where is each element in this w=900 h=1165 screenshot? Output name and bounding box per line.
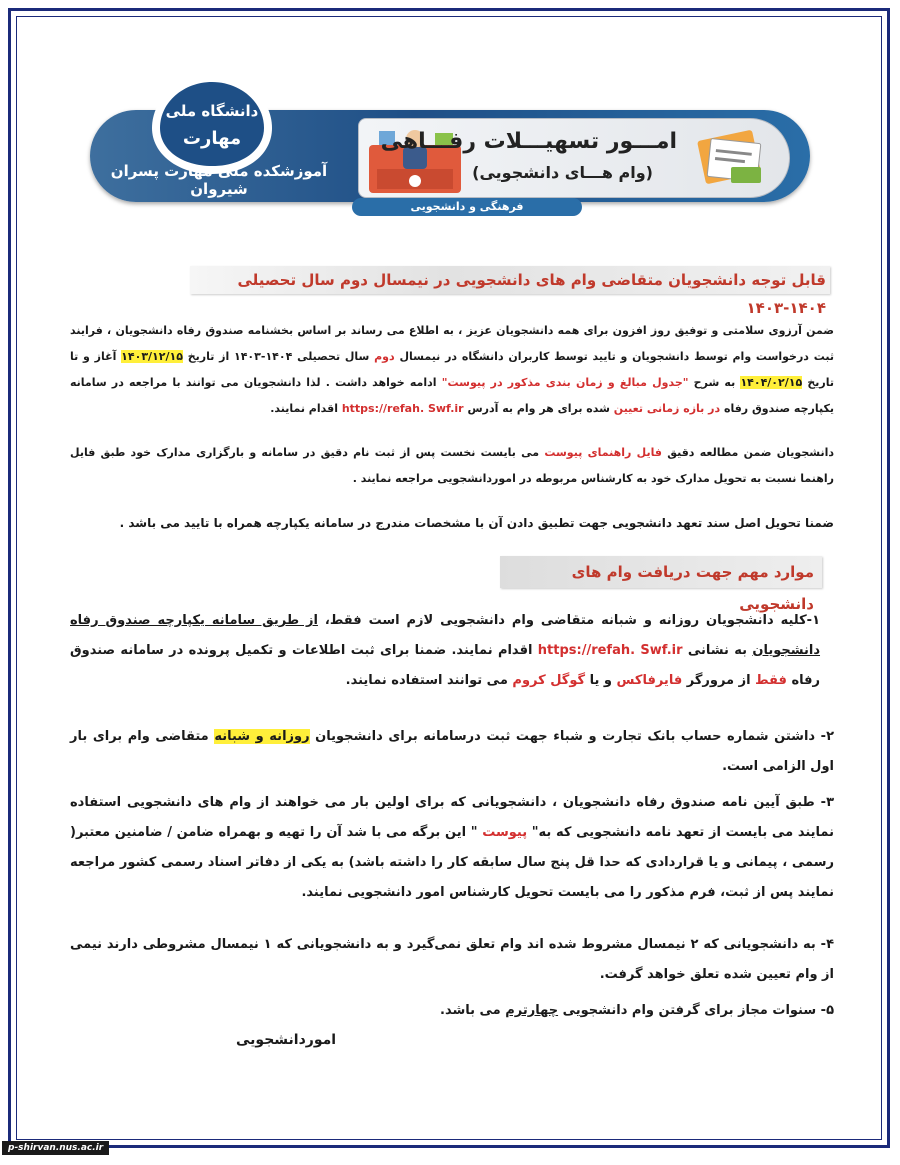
item-2-highlight: روزانه و شبانه xyxy=(214,729,310,744)
documents-money-icon xyxy=(691,127,775,191)
header-banner xyxy=(90,70,810,218)
item-5-terms: چهارترم xyxy=(505,1003,559,1018)
time-window: در بازه زمانی تعیین xyxy=(613,402,721,415)
banner-title: امـــور تسهیـــلات رفـــاهی xyxy=(380,129,677,154)
banner-panel xyxy=(358,118,790,198)
item-1 xyxy=(70,606,820,696)
item-1-url[interactable]: https://refah. Swf.ir xyxy=(537,643,683,658)
intro-paragraph-3: ضمنا تحویل اصل سند تعهد دانشجویی جهت تطبیق دادن آن با مشخصات مندرج در سامانه یکپارچه همراه با تایید می باشد . xyxy=(119,516,834,530)
item-1-b: به نشانی xyxy=(687,643,748,658)
item-3-attachment: پیوست xyxy=(482,825,528,840)
intro-p1-d: به شرح xyxy=(693,376,736,389)
logo-text-2: مهارت xyxy=(182,128,242,149)
logo-text-1: دانشگاه ملی xyxy=(165,102,259,120)
start-date: ۱۴۰۳/۱۲/۱۵ xyxy=(121,350,183,363)
item-2 xyxy=(70,722,834,782)
signature: اموردانشجویی xyxy=(236,1032,337,1048)
item-3-b: " این برگه می با شد آن را تهیه و بهمراه ضامن / ضامنین معتبر( رسمی ، پیمانی و یا قراردادی که حدا قل پنج سال سابقه کار را داشته باشد) به یکی از دفاتر اسناد رسمی کشور مراجعه نمایند پس از ثبت، فرم مذکور را می بایست تحویل کارشناس امور دانشجویی نمایند. xyxy=(70,825,834,900)
item-1-d: از مرورگر xyxy=(686,673,751,688)
end-date: ۱۴۰۴/۰۲/۱۵ xyxy=(740,376,803,389)
intro-p1-b: سال تحصیلی ۱۴۰۴-۱۴۰۳ از تاریخ xyxy=(187,350,370,363)
firefox-label: فایرفاکس xyxy=(616,673,683,688)
item-3 xyxy=(70,788,834,908)
college-name: آموزشکده ملی مهارت پسران شیروان xyxy=(110,162,328,198)
item-1-a: ۱-کلیه دانشجویان روزانه و شبانه متقاضی وام دانشجویی لازم است فقط، xyxy=(324,613,821,628)
banner-tag: فرهنگی و دانشجویی xyxy=(352,198,582,216)
chrome-label: گوگل کروم xyxy=(512,673,586,688)
item-3-a: ۳- طبق آیین نامه صندوق رفاه دانشجویان ، دانشجویانی که برای اولین بار می خواهند از وام های دانشجویی استفاده نمایند می بایست از تعهد نامه دانشجویی که به" xyxy=(70,795,834,840)
intro-p1-c: آغاز و تا تاریخ xyxy=(70,350,835,389)
intro-paragraph-1 xyxy=(70,318,834,422)
schedule-reference: "جدول مبالغ و زمان بندی مذکور در پیوست" xyxy=(441,376,689,389)
item-1-c: اقدام نمایند. ضمنا برای ثبت اطلاعات و تکمیل پرونده در سامانه صندوق رفاه xyxy=(70,643,820,688)
item-5-b: می باشد. xyxy=(440,1003,501,1018)
item-5-a: ۵- سنوات مجاز برای گرفتن وام دانشجویی xyxy=(562,1003,834,1018)
banner-subtitle: (وام هـــای دانشجویی) xyxy=(472,163,653,182)
intro-p2-a: دانشجویان ضمن مطالعه دقیق xyxy=(667,446,834,459)
intro-p1-e: ادامه خواهد داشت . لذا دانشجویان می توانند با مراجعه در سامانه یکپارچه صندوق رفاه xyxy=(70,376,834,415)
item-1-only: فقط xyxy=(755,673,787,688)
semester-highlight: دوم xyxy=(374,350,395,363)
section-title: موارد مهم جهت دریافت وام های دانشجویی xyxy=(500,556,822,588)
intro-p2-b: می بایست نخست پس از ثبت نام دقیق در سامانه و بارگزاری مدارک خود طبق فایل راهنما نسبت به تحویل مدارک خود به کارشناس مربوطه در اموردانشجویی مراجعه نمایند . xyxy=(70,446,834,485)
item-2-b: متقاضی وام برای بار اول الزامی است. xyxy=(70,729,834,774)
item-4: ۴- به دانشجویانی که ۲ نیمسال مشروط شده اند وام تعلق نمی‌گیرد و به دانشجویانی که ۱ نیمسال مشروطی دارند نیمی از وام تعیین شده تعلق خواهد گرفت. xyxy=(70,937,835,982)
item-1-e: و یا xyxy=(589,673,612,688)
intro-p1-f: شده برای هر وام به آدرس xyxy=(467,402,610,415)
intro-p1-g: اقدام نمایند. xyxy=(270,402,338,415)
intro-paragraph-2 xyxy=(70,440,834,492)
site-url-tag: p-shirvan.nus.ac.ir xyxy=(2,1141,109,1155)
item-1-portal: از طریق سامانه یکپارچه صندوق رفاه دانشجویان xyxy=(70,613,821,658)
notice-title: قابل توجه دانشجویان متقاضی وام های دانشجویی در نیمسال دوم سال تحصیلی ۱۴۰۴-۱۴۰۳ xyxy=(190,266,830,294)
item-1-f: می توانند استفاده نمایند. xyxy=(345,673,508,688)
refah-link[interactable]: https://refah. Swf.ir xyxy=(341,402,464,415)
intro-p1-a: ضمن آرزوی سلامتی و توفیق روز افزون برای همه دانشجویان عزیز ، به اطلاع می رساند بر اساس بخشنامه صندوق رفاه دانشجویان ، فرایند ثبت درخواست وام توسط دانشجویان و تایید توسط کاربران دانشگاه در نیمسال xyxy=(70,324,834,363)
item-2-a: ۲- داشتن شماره حساب بانک تجارت و شباء جهت ثبت درسامانه برای دانشجویان xyxy=(315,729,835,744)
item-5 xyxy=(70,996,834,1026)
guide-file: فایل راهنمای پیوست xyxy=(544,446,662,459)
